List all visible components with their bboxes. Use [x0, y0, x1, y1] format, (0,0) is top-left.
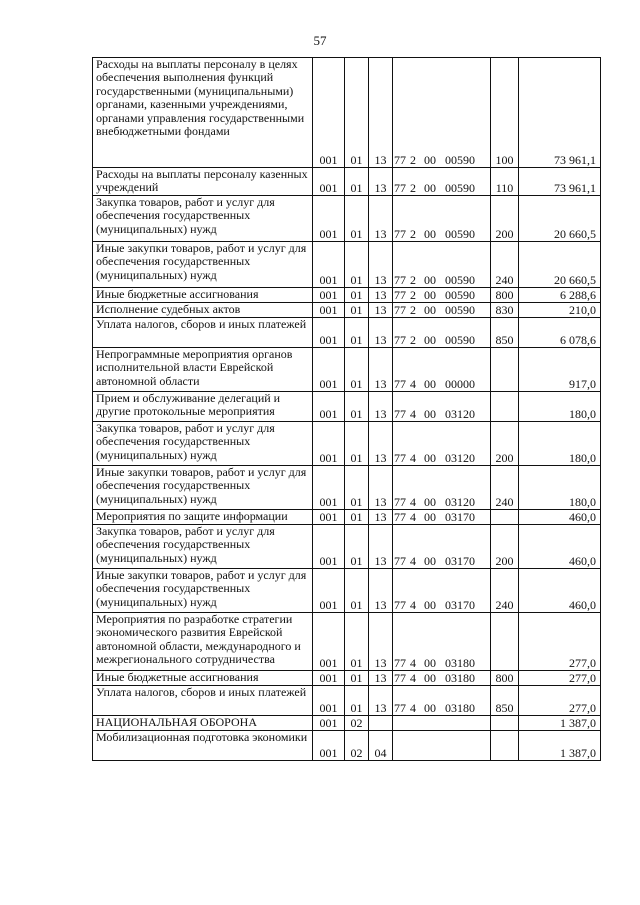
row-description: Иные закупки товаров, работ и услуг для обеспечения государственных (муниципальных) нужд [93, 466, 313, 510]
program-article-code [393, 716, 491, 731]
article-code-part: 00 [424, 494, 436, 509]
article-code-part: 77 [394, 302, 406, 317]
article-code-part: 00 [424, 287, 436, 302]
article-code-part: 77 [394, 509, 406, 524]
program-article-code [393, 318, 491, 348]
section-code: 01 [345, 168, 369, 196]
amount: 73 961,1 [519, 58, 601, 168]
grbs-code: 001 [313, 242, 345, 288]
article-code-part: 2 [410, 302, 416, 317]
article-code-part: 4 [410, 700, 416, 715]
program-article-code [393, 422, 491, 466]
article-code-part: 4 [410, 509, 416, 524]
row-description: Иные бюджетные ассигнования [93, 288, 313, 303]
row-description: Иные закупки товаров, работ и услуг для обеспечения государственных (муниципальных) нужд [93, 569, 313, 613]
article-code-part: 2 [410, 180, 416, 195]
subsection-code: 13 [369, 510, 393, 525]
grbs-code: 001 [313, 716, 345, 731]
expense-type-code [491, 510, 519, 525]
article-code-part: 00 [424, 180, 436, 195]
grbs-code: 001 [313, 613, 345, 671]
article-code-part: 03180 [445, 670, 475, 685]
budget-table [92, 57, 601, 761]
expense-type-code: 200 [491, 196, 519, 242]
table-row [93, 392, 601, 422]
amount: 1 387,0 [519, 716, 601, 731]
row-description: Закупка товаров, работ и услуг для обеспечения государственных (муниципальных) нужд [93, 422, 313, 466]
table-row [93, 318, 601, 348]
article-code-part: 00 [424, 152, 436, 167]
table-row [93, 716, 601, 731]
section-code: 01 [345, 671, 369, 686]
expense-type-code [491, 716, 519, 731]
program-article-code [393, 686, 491, 716]
program-article-code [393, 392, 491, 422]
article-code-part: 00 [424, 655, 436, 670]
table-row [93, 288, 601, 303]
article-code-part: 00 [424, 332, 436, 347]
subsection-code: 13 [369, 569, 393, 613]
subsection-code: 04 [369, 731, 393, 761]
table-row [93, 196, 601, 242]
table-row [93, 731, 601, 761]
article-code-part: 2 [410, 272, 416, 287]
article-code-part: 77 [394, 332, 406, 347]
article-code-part: 00590 [445, 152, 475, 167]
program-article-code [393, 196, 491, 242]
program-article-code [393, 168, 491, 196]
expense-type-code: 110 [491, 168, 519, 196]
table-row [93, 168, 601, 196]
row-description: Мероприятия по защите информации [93, 510, 313, 525]
section-code: 01 [345, 613, 369, 671]
expense-type-code: 240 [491, 466, 519, 510]
subsection-code: 13 [369, 168, 393, 196]
section-code: 02 [345, 731, 369, 761]
section-code: 01 [345, 242, 369, 288]
row-description: Прием и обслуживание делегаций и другие протокольные мероприятия [93, 392, 313, 422]
amount: 277,0 [519, 613, 601, 671]
article-code-part: 2 [410, 226, 416, 241]
expense-type-code [491, 392, 519, 422]
article-code-part: 00 [424, 272, 436, 287]
row-description: Закупка товаров, работ и услуг для обеспечения государственных (муниципальных) нужд [93, 196, 313, 242]
amount: 917,0 [519, 348, 601, 392]
expense-type-code: 800 [491, 288, 519, 303]
grbs-code: 001 [313, 466, 345, 510]
article-code-part: 03120 [445, 406, 475, 421]
article-code-part: 77 [394, 226, 406, 241]
article-code-part: 4 [410, 655, 416, 670]
subsection-code: 13 [369, 318, 393, 348]
table-row [93, 510, 601, 525]
row-description: Уплата налогов, сборов и иных платежей [93, 318, 313, 348]
grbs-code: 001 [313, 422, 345, 466]
table-row [93, 348, 601, 392]
row-description: Непрограммные мероприятия органов исполнительной власти Еврейской автономной области [93, 348, 313, 392]
section-code: 01 [345, 196, 369, 242]
subsection-code: 13 [369, 613, 393, 671]
article-code-part: 2 [410, 287, 416, 302]
article-code-part: 03120 [445, 450, 475, 465]
article-code-part: 00 [424, 597, 436, 612]
article-code-part: 00 [424, 509, 436, 524]
article-code-part: 03180 [445, 700, 475, 715]
section-code: 01 [345, 392, 369, 422]
section-code: 01 [345, 686, 369, 716]
program-article-code [393, 671, 491, 686]
article-code-part: 00 [424, 700, 436, 715]
row-description: Мобилизационная подготовка экономики [93, 731, 313, 761]
program-article-code [393, 525, 491, 569]
expense-type-code [491, 348, 519, 392]
expense-type-code: 830 [491, 303, 519, 318]
table-row [93, 569, 601, 613]
article-code-part: 00590 [445, 332, 475, 347]
subsection-code: 13 [369, 422, 393, 466]
subsection-code: 13 [369, 288, 393, 303]
expense-type-code: 850 [491, 318, 519, 348]
program-article-code [393, 288, 491, 303]
subsection-code: 13 [369, 525, 393, 569]
expense-type-code: 100 [491, 58, 519, 168]
article-code-part: 77 [394, 450, 406, 465]
expense-type-code: 200 [491, 525, 519, 569]
subsection-code: 13 [369, 58, 393, 168]
table-row [93, 422, 601, 466]
row-description: НАЦИОНАЛЬНАЯ ОБОРОНА [93, 716, 313, 731]
row-description: Иные бюджетные ассигнования [93, 671, 313, 686]
article-code-part: 4 [410, 376, 416, 391]
section-code: 01 [345, 510, 369, 525]
article-code-part: 00 [424, 670, 436, 685]
grbs-code: 001 [313, 731, 345, 761]
article-code-part: 77 [394, 670, 406, 685]
table-row [93, 671, 601, 686]
table-row [93, 58, 601, 168]
article-code-part: 4 [410, 553, 416, 568]
article-code-part: 00590 [445, 287, 475, 302]
article-code-part: 00000 [445, 376, 475, 391]
expense-type-code: 240 [491, 569, 519, 613]
section-code: 01 [345, 348, 369, 392]
expense-type-code: 240 [491, 242, 519, 288]
program-article-code [393, 510, 491, 525]
article-code-part: 2 [410, 332, 416, 347]
table-row [93, 613, 601, 671]
article-code-part: 00 [424, 553, 436, 568]
budget-table-body [93, 58, 601, 761]
article-code-part: 00 [424, 376, 436, 391]
program-article-code [393, 466, 491, 510]
subsection-code [369, 716, 393, 731]
article-code-part: 2 [410, 152, 416, 167]
amount: 6 078,6 [519, 318, 601, 348]
article-code-part: 4 [410, 494, 416, 509]
article-code-part: 4 [410, 450, 416, 465]
article-code-part: 00 [424, 226, 436, 241]
expense-type-code [491, 613, 519, 671]
expense-type-code: 850 [491, 686, 519, 716]
amount: 277,0 [519, 686, 601, 716]
grbs-code: 001 [313, 525, 345, 569]
amount: 180,0 [519, 466, 601, 510]
article-code-part: 00590 [445, 180, 475, 195]
grbs-code: 001 [313, 288, 345, 303]
program-article-code [393, 731, 491, 761]
article-code-part: 77 [394, 700, 406, 715]
program-article-code [393, 58, 491, 168]
article-code-part: 77 [394, 180, 406, 195]
table-row [93, 686, 601, 716]
row-description: Мероприятия по разработке стратегии экономического развития Еврейской автономной области, международного и межрегионального сотрудничества [93, 613, 313, 671]
article-code-part: 77 [394, 152, 406, 167]
section-code: 01 [345, 318, 369, 348]
article-code-part: 03180 [445, 655, 475, 670]
article-code-part: 77 [394, 597, 406, 612]
grbs-code: 001 [313, 569, 345, 613]
amount: 73 961,1 [519, 168, 601, 196]
article-code-part: 4 [410, 406, 416, 421]
article-code-part: 03170 [445, 597, 475, 612]
subsection-code: 13 [369, 196, 393, 242]
table-row [93, 242, 601, 288]
expense-type-code: 800 [491, 671, 519, 686]
amount: 20 660,5 [519, 196, 601, 242]
row-description: Расходы на выплаты персоналу в целях обеспечения выполнения функций государственными (муниципальными) органами, казенными учреждениями, органами управления государственными внебюджетными фондами [93, 58, 313, 168]
grbs-code: 001 [313, 318, 345, 348]
article-code-part: 00590 [445, 272, 475, 287]
grbs-code: 001 [313, 168, 345, 196]
article-code-part: 03170 [445, 553, 475, 568]
section-code: 01 [345, 303, 369, 318]
section-code: 01 [345, 525, 369, 569]
row-description: Иные закупки товаров, работ и услуг для обеспечения государственных (муниципальных) нужд [93, 242, 313, 288]
article-code-part: 00 [424, 302, 436, 317]
grbs-code: 001 [313, 303, 345, 318]
grbs-code: 001 [313, 58, 345, 168]
table-row [93, 303, 601, 318]
program-article-code [393, 613, 491, 671]
amount: 277,0 [519, 671, 601, 686]
program-article-code [393, 569, 491, 613]
subsection-code: 13 [369, 392, 393, 422]
row-description: Уплата налогов, сборов и иных платежей [93, 686, 313, 716]
grbs-code: 001 [313, 348, 345, 392]
table-row [93, 525, 601, 569]
section-code: 01 [345, 58, 369, 168]
page-number: 57 [313, 33, 327, 48]
expense-type-code [491, 731, 519, 761]
subsection-code: 13 [369, 303, 393, 318]
article-code-part: 00590 [445, 226, 475, 241]
section-code: 01 [345, 569, 369, 613]
grbs-code: 001 [313, 671, 345, 686]
section-code: 01 [345, 466, 369, 510]
article-code-part: 77 [394, 553, 406, 568]
article-code-part: 00 [424, 406, 436, 421]
program-article-code [393, 348, 491, 392]
table-row [93, 466, 601, 510]
grbs-code: 001 [313, 686, 345, 716]
row-description: Исполнение судебных актов [93, 303, 313, 318]
article-code-part: 03120 [445, 494, 475, 509]
subsection-code: 13 [369, 466, 393, 510]
amount: 460,0 [519, 569, 601, 613]
article-code-part: 77 [394, 272, 406, 287]
expense-type-code: 200 [491, 422, 519, 466]
amount: 20 660,5 [519, 242, 601, 288]
section-code: 01 [345, 288, 369, 303]
grbs-code: 001 [313, 392, 345, 422]
program-article-code [393, 242, 491, 288]
grbs-code: 001 [313, 196, 345, 242]
amount: 180,0 [519, 422, 601, 466]
article-code-part: 77 [394, 655, 406, 670]
article-code-part: 4 [410, 597, 416, 612]
row-description: Расходы на выплаты персоналу казенных учреждений [93, 168, 313, 196]
amount: 460,0 [519, 510, 601, 525]
article-code-part: 77 [394, 406, 406, 421]
article-code-part: 00590 [445, 302, 475, 317]
amount: 6 288,6 [519, 288, 601, 303]
article-code-part: 4 [410, 670, 416, 685]
article-code-part: 77 [394, 287, 406, 302]
article-code-part: 77 [394, 494, 406, 509]
article-code-part: 03170 [445, 509, 475, 524]
article-code-part: 77 [394, 376, 406, 391]
subsection-code: 13 [369, 242, 393, 288]
program-article-code [393, 303, 491, 318]
subsection-code: 13 [369, 348, 393, 392]
subsection-code: 13 [369, 686, 393, 716]
amount: 1 387,0 [519, 731, 601, 761]
amount: 210,0 [519, 303, 601, 318]
row-description: Закупка товаров, работ и услуг для обеспечения государственных (муниципальных) нужд [93, 525, 313, 569]
section-code: 02 [345, 716, 369, 731]
grbs-code: 001 [313, 510, 345, 525]
subsection-code: 13 [369, 671, 393, 686]
article-code-part: 00 [424, 450, 436, 465]
section-code: 01 [345, 422, 369, 466]
amount: 180,0 [519, 392, 601, 422]
amount: 460,0 [519, 525, 601, 569]
